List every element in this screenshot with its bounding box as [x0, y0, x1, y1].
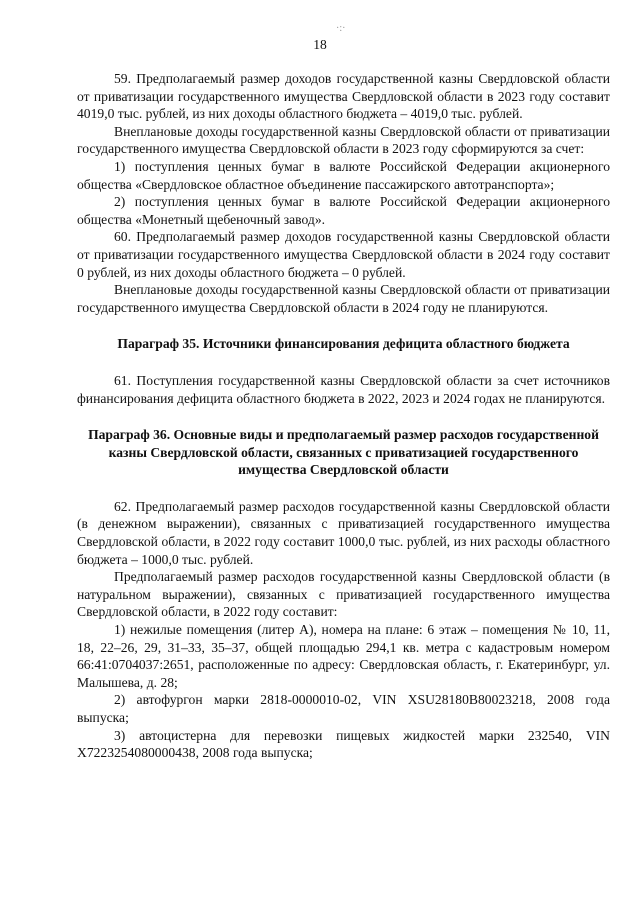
spacer	[77, 479, 610, 498]
paragraph: 60. Предполагаемый размер доходов государственной казны Свердловской области от приватизации государственного имущества Свердловской области в 2024 году составит 0 рублей, из них доходы областного бюджета – 0 рублей.	[77, 229, 610, 280]
paragraph: Внеплановые доходы государственной казны Свердловской области от приватизации государственного имущества Свердловской области в 2024 году не планируются.	[77, 282, 610, 315]
page-number: 18	[313, 37, 327, 52]
paragraph: 2) поступления ценных бумаг в валюте Российской Федерации акционерного общества «Монетный щебеночный завод».	[77, 194, 610, 227]
paragraph: 1) нежилые помещения (литер А), номера на плане: 6 этаж – помещения № 10, 11, 18, 22–26, 29, 31–33, 35–37, общей площадью 294,1 кв. метра с кадастровым номером 66:41:0704037:2651, расположенные по адресу: Свердловская область, г. Екатеринбург, ул. Малышева, д. 28;	[77, 622, 610, 690]
spacer	[77, 353, 610, 372]
paragraph: 61. Поступления государственной казны Свердловской области за счет источников финансирования дефицита областного бюджета в 2022, 2023 и 2024 годах не планируются.	[77, 372, 610, 406]
paragraph: 59. Предполагаемый размер доходов государственной казны Свердловской области от приватизации государственного имущества Свердловской области в 2023 году составит 4019,0 тыс. рублей, из них доходы областного бюджета – 4019,0 тыс. рублей.	[77, 71, 610, 122]
paragraph: 1) поступления ценных бумаг в валюте Российской Федерации акционерного общества «Свердловское областное объединение пассажирского автотранспорта»;	[77, 158, 610, 192]
section-heading: Параграф 36. Основные виды и предполагаемый размер расходов государственной казны Свердловской области, связанных с приватизацией государственного имущества Свердловской области	[88, 427, 599, 478]
spacer	[77, 407, 610, 426]
spacer	[77, 316, 610, 335]
scan-artifact: ·:·	[336, 23, 346, 34]
paragraph: Внеплановые доходы государственной казны Свердловской области от приватизации государственного имущества Свердловской области в 2023 году сформируются за счет:	[77, 123, 610, 157]
paragraph: 2) автофургон марки 2818-0000010-02, VIN XSU28180B80023218, 2008 года выпуска;	[77, 692, 610, 725]
paragraph: 3) автоцистерна для перевозки пищевых жидкостей марки 232540, VIN X7223254080000438, 2008 года выпуска;	[77, 727, 610, 761]
paragraph: 62. Предполагаемый размер расходов государственной казны Свердловской области (в денежном выражении), связанных с приватизацией государственного имущества Свердловской области, в 2022 году составит 1000,0 тыс. рублей, из них расходы областного бюджета – 1000,0 тыс. рублей.	[77, 498, 610, 567]
paragraph: Предполагаемый размер расходов государственной казны Свердловской области (в натуральном выражении), связанных с приватизацией государственного имущества Свердловской области, в 2022 году составит:	[77, 569, 610, 620]
document-body	[77, 70, 610, 762]
section-heading: Параграф 35. Источники финансирования дефицита областного бюджета	[117, 336, 570, 352]
